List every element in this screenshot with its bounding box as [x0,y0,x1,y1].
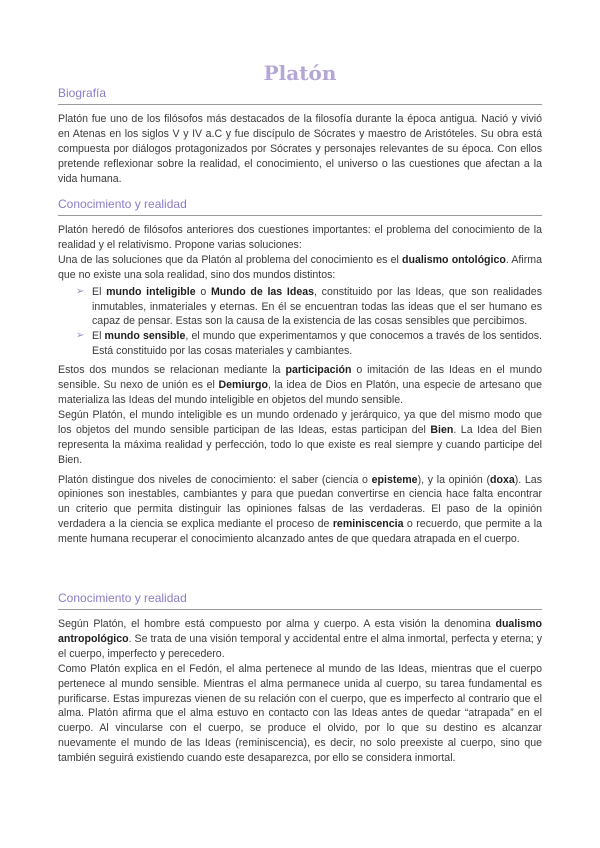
arrow-bullet-icon: ➢ [76,285,85,297]
paragraph: Según Platón, el hombre está compuesto por alma y cuerpo. A esta visión la denomina dualismo antropológico. Se trata de una visión temporal y accidental entre el alma inmortal, perfecta y eterna; y el cuerpo, imperfecto y perecedero. [58,618,542,660]
section-heading: Conocimiento y realidad [58,591,542,610]
section-heading: Biografía [58,86,542,105]
section-heading: Conocimiento y realidad [58,197,542,216]
paragraph: Platón fue uno de los filósofos más destacados de la filosofía durante la época antigua. Nació y vivió en Atenas en los siglos V y IV a.C y fue discípulo de Sócrates y maestro de Aristóteles. Su obra está compuesta por diálogos protagonizados por Sócrates y personajes relevantes de su época. Con ellos pretende reflexionar sobre la realidad, el conocimiento, el universo o las cuestiones que afectan a la vida humana. [58,113,542,185]
paragraph: Según Platón, el mundo inteligible es un mundo ordenado y jerárquico, ya que del mismo modo que los objetos del mundo sensible participan de las Ideas, estas participan del Bien. La Idea del Bien representa la máxima realidad y perfección, todo lo que existe es real siempre y cuando participe del Bien. [58,408,542,466]
paragraph: Platón heredó de filósofos anteriores dos cuestiones importantes: el problema del conocimiento de la realidad y el relativismo. Propone varias soluciones: [58,224,542,251]
list-item: ➢ El mundo inteligible o Mundo de las Ideas, constituido por las Ideas, que son realidades inmutables, inmateriales y eternas. En él se encuentran todas las ideas que el ser humano es capaz de pensar. Estas son la causa de la existencia de las cosas sensibles que percibimos. [76,285,542,328]
paragraph: Como Platón explica en el Fedón, el alma pertenece al mundo de las Ideas, mientras que el cuerpo pertenece al mundo sensible. Mientras el alma permanece unida al cuerpo, su tarea fundamental es purificarse. Estas impurezas vienen de su relación con el cuerpo, que es imperfecto al contrario que el alma. Platón afirma que el alma estuvo en contacto con las Ideas antes de quedar “atrapada” en el cuerpo. Al vincularse con el cuerpo, se produce el olvido, por lo que su destino es alcanzar nuevamente el mundo de las Ideas (reminiscencia), es decir, no solo preexiste al cuerpo, sino que también seguirá existiendo cuando este desaparezca, por ello se considera inmortal. [58,662,542,765]
paragraph: Una de las soluciones que da Platón al problema del conocimiento es el dualismo ontológico. Afirma que no existe una sola realidad, sino dos mundos distintos: [58,253,542,281]
section-dualismo-antropologico [58,591,542,766]
arrow-bullet-icon: ➢ [76,330,85,342]
paragraph: Platón distingue dos niveles de conocimiento: el saber (ciencia o episteme), y la opinión (doxa). Las opiniones son inestables, cambiantes y para que puedan convertirse en ciencia hace falta encontrar un criterio que permita distinguir las opiniones falsas de las verdaderas. El paso de la opinión verdadera a la ciencia se explica mediante el proceso de reminiscencia o recuerdo, que permite a la mente humana recuperar el conocimiento alcanzado antes de que quedara atrapada en el cuerpo. [58,473,543,546]
section-conocimiento-realidad [58,197,542,547]
section-biografia [58,86,542,187]
page-title: Platón [263,61,337,85]
paragraph: Estos dos mundos se relacionan mediante la participación o imitación de las Ideas en el mundo sensible. Su nexo de unión es el Demiurgo, la idea de Dios en Platón, una especie de artesano que materializa las Ideas del mundo inteligible en objetos del mundo sensible. [58,364,542,406]
bullet-list [58,285,542,360]
list-item: ➢ El mundo sensible, el mundo que experimentamos y que conocemos a través de los sentidos. Está constituido por las cosas materiales y cambiantes. [76,330,542,358]
